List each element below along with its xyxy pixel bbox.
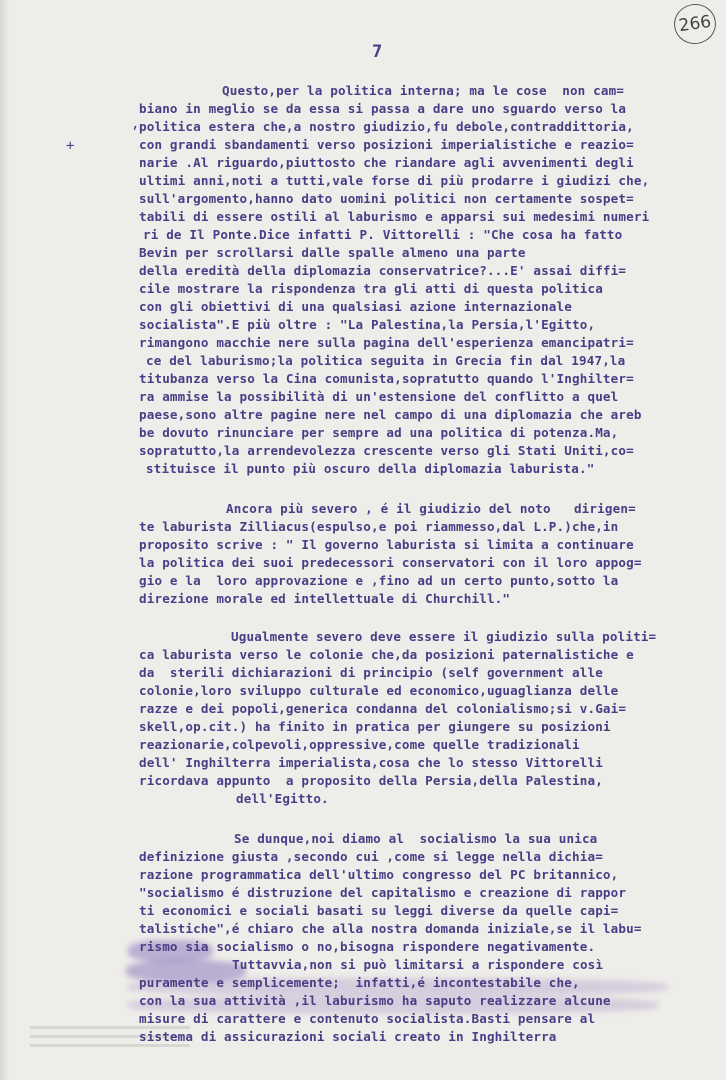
text-line: rimangono macchie nere sulla pagina dell'esperienza emancipatri= xyxy=(139,335,634,350)
text-line: Ugualmente severo deve essere il giudizio sulla politi= xyxy=(231,629,657,644)
text-line: rismo sia socialismo o no,bisogna rispondere negativamente. xyxy=(139,939,596,954)
text-line: ricordava appunto a proposito della Persia,della Palestina, xyxy=(139,773,603,788)
text-line: politica estera che,a nostro giudizio,fu debole,contraddittoria, xyxy=(139,119,634,134)
text-line: ca laburista verso le colonie che,da posizioni paternalistiche e xyxy=(139,647,634,662)
margin-plus-mark: + xyxy=(66,138,75,154)
text-line: biano in meglio se da essa si passa a dare uno sguardo verso la xyxy=(139,101,627,116)
text-line: dell'Egitto. xyxy=(236,791,329,806)
text-line: ti economici e sociali basati su leggi diverse da quelle capi= xyxy=(139,903,619,918)
text-line: be dovuto rinunciare per sempre ad una politica di potenza.Ma, xyxy=(139,425,619,440)
text-line: dell' Inghilterra imperialista,cosa che lo stesso Vittorelli xyxy=(139,755,603,770)
margin-tick-mark: , xyxy=(131,116,140,132)
text-line: direzione morale ed intellettuale di Churchill." xyxy=(139,591,511,606)
text-line: ra ammise la possibilità di un'estensione del conflitto a quel xyxy=(139,389,619,404)
text-line: sistema di assicurazioni sociali creato in Inghilterra xyxy=(139,1029,557,1044)
folio-stamp: 266 xyxy=(671,1,718,46)
text-line: ce del laburismo;la politica seguita in Grecia fin dal 1947,la xyxy=(146,353,626,368)
text-line: da sterili dichiarazioni di principio (self government alle xyxy=(139,665,603,680)
text-line: "socialismo é distruzione del capitalismo e creazione di rappor xyxy=(139,885,627,900)
text-line: con gli obiettivi di una qualsiasi azione internazionale xyxy=(139,299,572,314)
text-line: con la sua attività ,il laburismo ha saputo realizzare alcune xyxy=(139,993,611,1008)
text-line: definizione giusta ,secondo cui ,come si legge nella dichia= xyxy=(139,849,603,864)
text-line: narie .Al riguardo,piuttosto che riandare agli avvenimenti degli xyxy=(139,155,634,170)
text-line: la politica dei suoi predecessori conservatori con il loro appog= xyxy=(139,555,642,570)
text-line: puramente e semplicemente; infatti,é incontestabile che, xyxy=(139,975,580,990)
text-line: con grandi sbandamenti verso posizioni imperialistiche e reazio= xyxy=(139,137,634,152)
text-line: Se dunque,noi diamo al socialismo la sua unica xyxy=(234,831,598,846)
text-line: ri de Il Ponte.Dice infatti P. Vittorelli : "Che cosa ha fatto xyxy=(143,227,623,242)
text-line: gio e la loro approvazione e ,fino ad un certo punto,sotto la xyxy=(139,573,619,588)
text-line: misure di carattere e contenuto socialista.Basti pensare al xyxy=(139,1011,596,1026)
text-line: Bevin per scrollarsi dalle spalle almeno una parte xyxy=(139,245,526,260)
text-line: reazionarie,colpevoli,oppressive,come quelle tradizionali xyxy=(139,737,580,752)
text-line: ultimi anni,noti a tutti,vale forse di più prodarre i giudizi che, xyxy=(139,173,650,188)
text-line: te laburista Zilliacus(espulso,e poi riammesso,dal L.P.)che,in xyxy=(139,519,619,534)
text-line: Tuttavvia,non si può limitarsi a rispondere così xyxy=(232,957,604,972)
text-line: Ancora più severo , é il giudizio del noto dirigen= xyxy=(226,501,636,516)
text-line: sopratutto,la arrendevolezza crescente verso gli Stati Uniti,co= xyxy=(139,443,634,458)
text-line: Questo,per la politica interna; ma le cose non cam= xyxy=(222,83,625,98)
text-line: stituisce il punto più oscuro della diplomazia laburista." xyxy=(146,461,595,476)
page-number: 7 xyxy=(372,42,383,62)
text-line: titubanza verso la Cina comunista,sopratutto quando l'Inghilter= xyxy=(139,371,634,386)
text-line: sull'argomento,hanno dato uomini politici non certamente sospet= xyxy=(139,191,634,206)
text-line: socialista".E più oltre : "La Palestina,la Persia,l'Egitto, xyxy=(139,317,596,332)
text-line: della eredità della diplomazia conservatrice?...E' assai diffi= xyxy=(139,263,627,278)
text-line: colonie,loro sviluppo culturale ed economico,uguaglianza delle xyxy=(139,683,619,698)
text-line: skell,op.cit.) ha finito in pratica per giungere su posizioni xyxy=(139,719,611,734)
text-line: talistiche",é chiaro che alla nostra domanda iniziale,se il labu= xyxy=(139,921,642,936)
text-line: paese,sono altre pagine nere nel campo di una diplomazia che areb xyxy=(139,407,642,422)
text-line: proposito scrive : " Il governo laburista si limita a continuare xyxy=(139,537,634,552)
page-edge xyxy=(0,0,10,1080)
text-line: tabili di essere ostili al laburismo e apparsi sui medesimi numeri xyxy=(139,209,650,224)
text-line: cile mostrare la rispondenza tra gli atti di questa politica xyxy=(139,281,603,296)
text-line: razze e dei popoli,generica condanna del colonialismo;si v.Gai= xyxy=(139,701,627,716)
text-line: razione programmatica dell'ultimo congresso del PC britannico, xyxy=(139,867,619,882)
